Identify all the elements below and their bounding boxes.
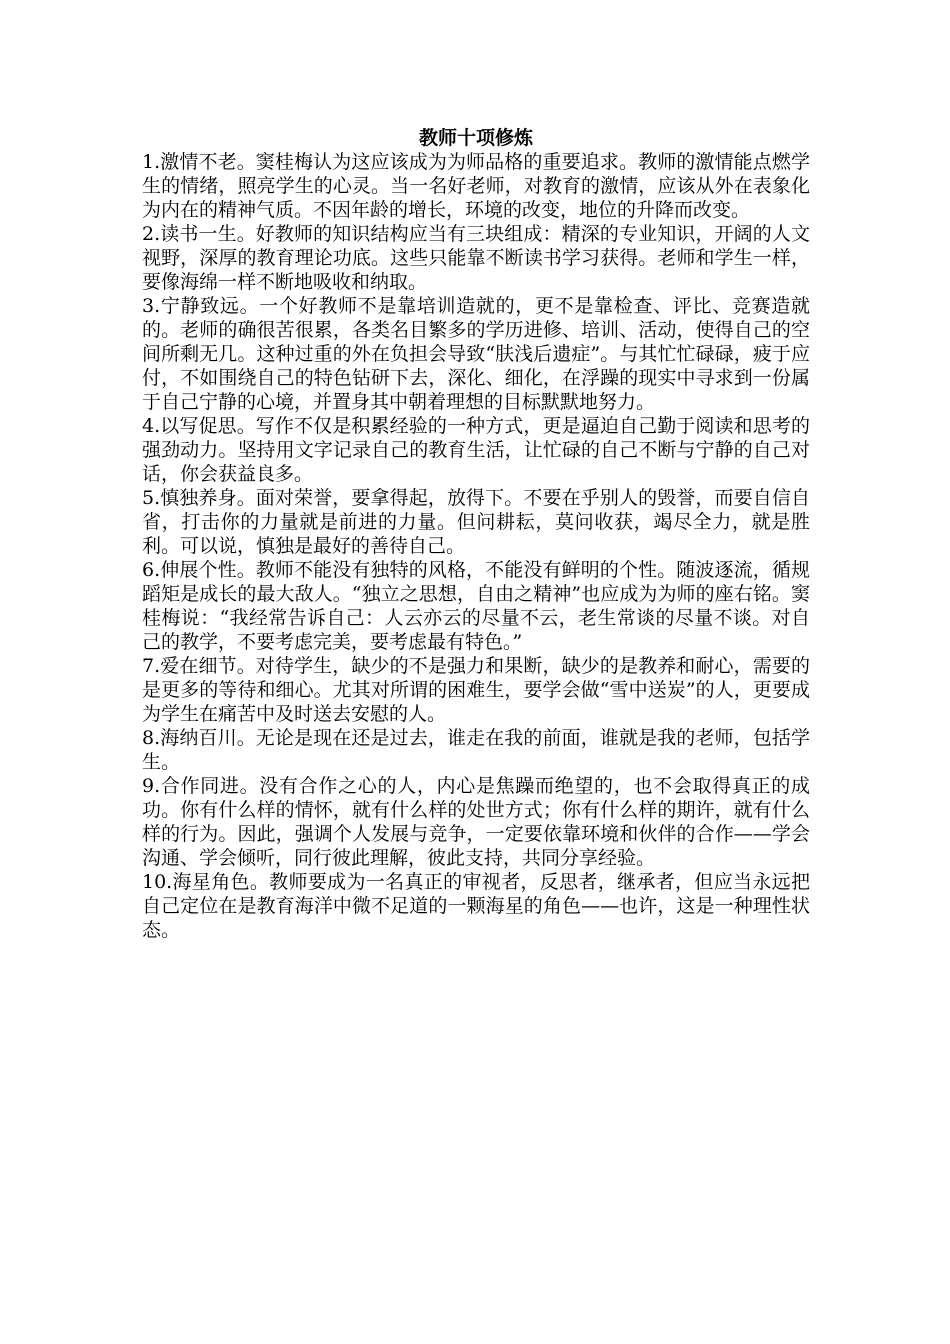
paragraph-10: 10.海星角色。教师要成为一名真正的审视者，反思者，继承者，但应当永远把自己定位在是教育海洋中微不足道的一颗海星的角色——也许，这是一种理性状态。 [142,871,810,941]
paragraph-5: 5.慎独养身。面对荣誉，要拿得起，放得下。不要在乎别人的毁誉，而要自信自省，打击你的力量就是前进的力量。但问耕耘，莫问收获，竭尽全力，就是胜利。可以说，慎独是最好的善待自己。 [142,487,810,557]
paragraph-8: 8.海纳百川。无论是现在还是过去，谁走在我的前面，谁就是我的老师，包括学生。 [142,727,810,773]
paragraph-9: 9.合作同进。没有合作之心的人，内心是焦躁而绝望的，也不会取得真正的成功。你有什么样的情怀，就有什么样的处世方式；你有什么样的期许，就有什么样的行为。因此，强调个人发展与竞争，一定要依靠环境和伙伴的合作——学会沟通、学会倾听，同行彼此理解，彼此支持，共同分享经验。 [142,775,810,869]
paragraph-3: 3.宁静致远。一个好教师不是靠培训造就的，更不是靠检查、评比、竞赛造就的。老师的确很苦很累，各类名目繁多的学历进修、培训、活动，使得自己的空间所剩无几。这种过重的外在负担会导致“肤浅后遗症”。与其忙忙碌碌，疲于应付，不如围绕自己的特色钻研下去，深化、细化，在浮躁的现实中寻求到一份属于自己宁静的心境，并置身其中朝着理想的目标默默地努力。 [142,295,810,413]
document-page [142,126,810,942]
paragraph-7: 7.爱在细节。对待学生，缺少的不是强力和果断，缺少的是教养和耐心，需要的是更多的等待和细心。尤其对所谓的困难生，要学会做“雪中送炭”的人，更要成为学生在痛苦中及时送去安慰的人。 [142,655,810,725]
paragraph-6: 6.伸展个性。教师不能没有独特的风格，不能没有鲜明的个性。随波逐流，循规蹈矩是成长的最大敌人。“独立之思想，自由之精神”也应成为为师的座右铭。窦桂梅说：“我经常告诉自己：人云亦云的尽量不云，老生常谈的尽量不谈。对自己的教学，不要考虑完美，要考虑最有特色。” [142,559,810,653]
paragraph-1: 1.激情不老。窦桂梅认为这应该成为为师品格的重要追求。教师的激情能点燃学生的情绪，照亮学生的心灵。当一名好老师，对教育的激情，应该从外在表象化为内在的精神气质。不因年龄的增长，环境的改变，地位的升降而改变。 [142,151,810,221]
paragraph-4: 4.以写促思。写作不仅是积累经验的一种方式，更是逼迫自己勤于阅读和思考的强劲动力。坚持用文字记录自己的教育生活，让忙碌的自己不断与宁静的自己对话，你会获益良多。 [142,415,810,485]
paragraph-2: 2.读书一生。好教师的知识结构应当有三块组成：精深的专业知识，开阔的人文视野，深厚的教育理论功底。这些只能靠不断读书学习获得。老师和学生一样，要像海绵一样不断地吸收和纳取。 [142,223,810,293]
document-title: 教师十项修炼 [418,127,533,149]
